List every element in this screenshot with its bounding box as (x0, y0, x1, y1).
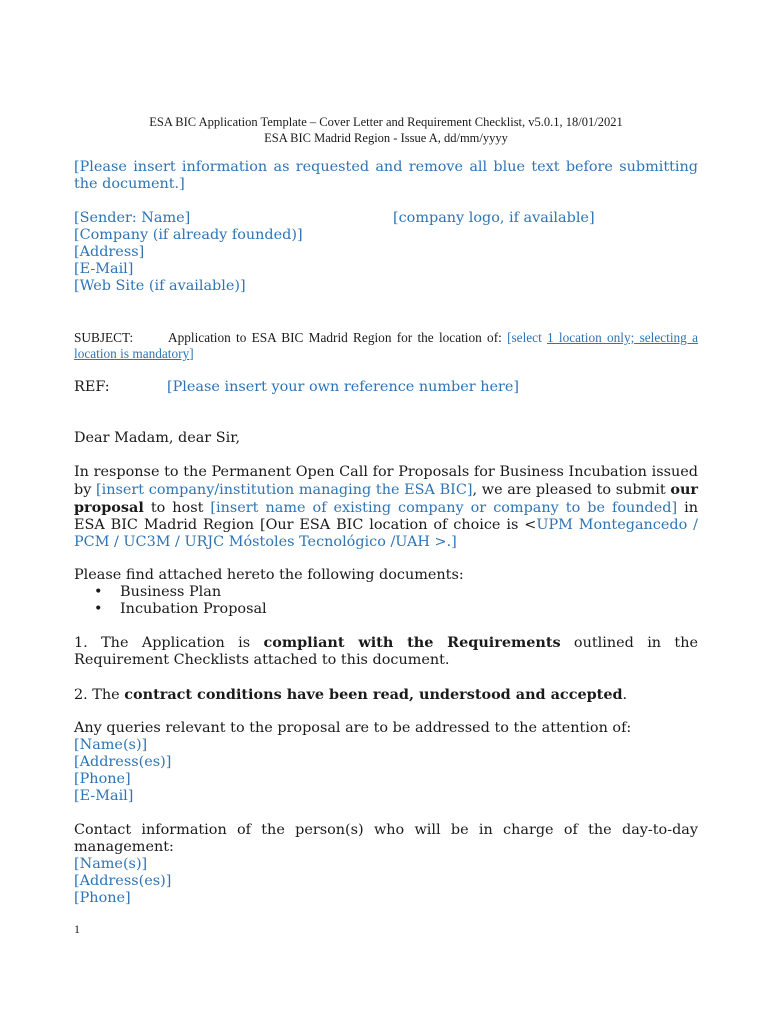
ref-value: [Please insert your own reference number here] (167, 379, 520, 395)
list-item: [Address(es)] (74, 754, 172, 770)
item2-bold: contract conditions have been read, understood and accepted (124, 686, 623, 703)
reference-line (74, 379, 519, 396)
subject-select-open: [select (507, 330, 548, 345)
subject-select-close: ] (189, 346, 194, 361)
subject-label: SUBJECT: (74, 330, 134, 345)
instruction-note: [Please insert information as requested and remove all blue text before submitting the document.] (74, 159, 698, 192)
p1-bold: our proposal (74, 481, 699, 516)
list-item: [E-Mail] (74, 788, 134, 804)
sender-address: [Address] (74, 244, 145, 260)
subject-text: Application to ESA BIC Madrid Region for the location of: (168, 330, 508, 345)
company-logo-placeholder: [company logo, if available] (393, 210, 595, 226)
p1-text-d: in ESA BIC Madrid Region [Our ESA BIC location of choice is < (74, 500, 698, 533)
item2-text-a: 2. The (74, 687, 125, 703)
p1-institution-placeholder: [insert company/institution managing the ESA BIC] (96, 482, 473, 498)
list-item: [Name(s)] (74, 856, 148, 872)
contact-intro: Contact information of the person(s) who will be in charge of the day-to-day management: (74, 822, 698, 855)
list-item: [Address(es)] (74, 873, 172, 889)
document-header (74, 114, 698, 146)
p1-text-c: to host (143, 500, 211, 516)
p1-text-b: , we are pleased to submit (472, 482, 671, 498)
contact-section (74, 822, 698, 907)
header-title: ESA BIC Application Template – Cover Letter and Requirement Checklist, v5.0.1, 18/01/2021 (149, 115, 623, 129)
list-item: [Phone] (74, 771, 131, 787)
contract-statement (74, 686, 698, 704)
sender-website: [Web Site (if available)] (74, 278, 246, 294)
attachments-section (74, 567, 698, 618)
queries-section (74, 720, 698, 805)
item1-text-a: 1. The Application is (74, 635, 264, 651)
sender-block (74, 210, 374, 295)
item2-text-b: . (622, 687, 628, 703)
body-paragraph-1 (74, 464, 698, 551)
header-issue: ESA BIC Madrid Region - Issue A, dd/mm/yyyy (264, 131, 508, 145)
list-item: • Incubation Proposal (74, 601, 698, 618)
sender-name: [Sender: Name] (74, 210, 191, 226)
p1-text-a: In response to the Permanent Open Call for Proposals for Business Incubation issued by (74, 464, 698, 498)
subject-line (74, 330, 698, 362)
attachments-list (74, 584, 698, 618)
item1-bold: compliant with the Requirements (263, 634, 561, 651)
sender-company: [Company (if already founded)] (74, 227, 303, 243)
location-select-link[interactable]: 1 location only; selecting a location is mandatory (74, 330, 698, 361)
p1-company-placeholder: [insert name of existing company or company to be founded] (210, 500, 678, 516)
page-number: 1 (74, 922, 80, 936)
sender-email: [E-Mail] (74, 261, 134, 277)
list-item: [Name(s)] (74, 737, 148, 753)
salutation: Dear Madam, dear Sir, (74, 430, 241, 446)
item1-text-b: outlined in the Requirement Checklists attached to this document. (74, 635, 698, 668)
ref-label: REF: (74, 379, 110, 395)
p1-location-options: UPM Montegancedo / PCM / UC3M / URJC Móstoles Tecnológico /UAH >.] (74, 517, 698, 550)
list-item: • Business Plan (74, 584, 698, 601)
list-item: [Phone] (74, 890, 131, 906)
compliance-statement (74, 634, 698, 669)
queries-intro: Any queries relevant to the proposal are to be addressed to the attention of: (74, 720, 632, 736)
attachments-intro: Please find attached hereto the following documents: (74, 567, 464, 583)
